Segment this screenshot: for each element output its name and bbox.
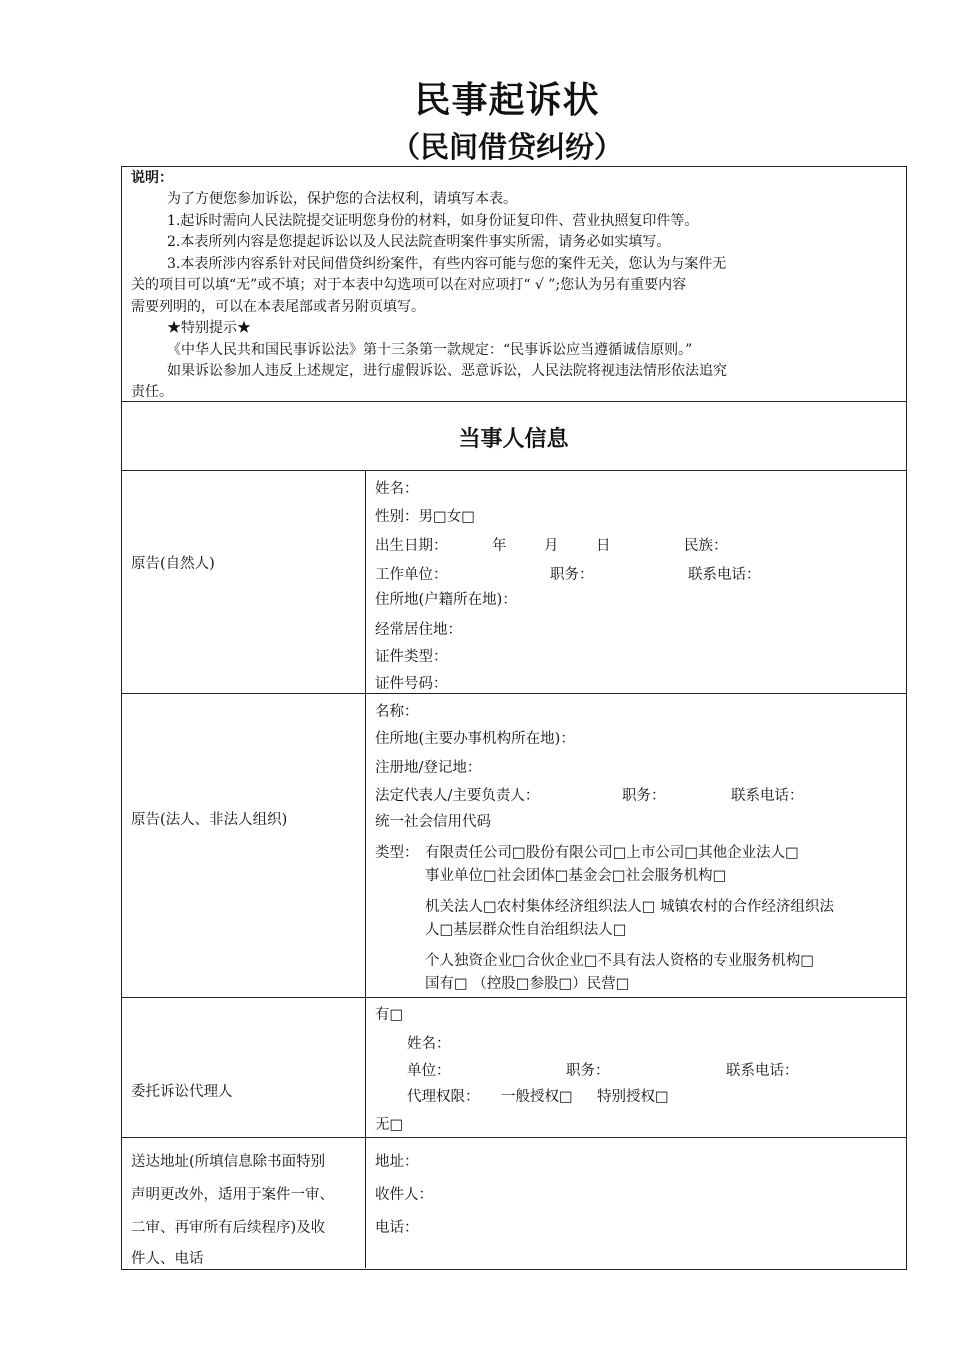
instruction-line: 《中华人民共和国民事诉讼法》第十三条第一款规定：“民事诉讼应当遵循诚信原则。”: [167, 342, 693, 358]
field-ethnicity[interactable]: 民族：: [684, 538, 728, 554]
page-subtitle: （民间借贷纠纷）: [390, 130, 623, 164]
general-authority-checkbox[interactable]: 一般授权□: [501, 1089, 573, 1105]
field-credit-code[interactable]: 统一社会信用代码: [375, 814, 491, 830]
field-domicile[interactable]: 住所地(户籍所在地)：: [375, 592, 517, 608]
column-divider: [365, 470, 366, 1268]
field-service-phone[interactable]: 电话：: [375, 1220, 419, 1236]
birth-month-label: 月: [544, 538, 559, 554]
field-service-address[interactable]: 地址：: [375, 1154, 419, 1170]
instruction-line: 1.起诉时需向人民法院提交证明您身份的材料，如身份证复印件、营业执照复印件等。: [167, 213, 699, 229]
divider-plaintiff-natural: [121, 693, 906, 694]
agent-authority-label: 代理权限：: [407, 1089, 480, 1105]
org-type-options[interactable]: 机关法人□农村集体经济组织法人□ 城镇农村的合作经济组织法: [425, 899, 835, 915]
instruction-line: 关的项目可以填“无”或不填；对于本表中勾选项可以在对应项打“ √ ”;您认为另有重要内容: [131, 277, 687, 293]
instruction-line: 需要列明的，可以在本表尾部或者另附页填写。: [131, 299, 425, 315]
instruction-line: 2.本表所列内容是您提起诉讼以及人民法院查明案件事实所需，请务必如实填写。: [167, 234, 671, 250]
divider-section-title: [121, 470, 906, 471]
field-id-type[interactable]: 证件类型：: [375, 649, 448, 665]
agent-label: 委托诉讼代理人: [131, 1084, 233, 1100]
agent-has-checkbox[interactable]: 有□: [375, 1007, 404, 1023]
org-type-options[interactable]: 事业单位□社会团体□基金会□社会服务机构□: [425, 868, 727, 884]
field-agent-position[interactable]: 职务：: [566, 1063, 610, 1079]
divider-plaintiff-org: [121, 997, 906, 998]
field-legal-rep[interactable]: 法定代表人/主要负责人：: [375, 788, 540, 804]
field-residence[interactable]: 经常居住地：: [375, 622, 462, 638]
field-recipient[interactable]: 收件人：: [375, 1187, 433, 1203]
instruction-line: 3.本表所涉内容系针对民间借贷纠纷案件，有些内容可能与您的案件无关，您认为与案件无: [167, 256, 727, 272]
divider-instructions: [121, 401, 906, 402]
instruction-line: 责任。: [131, 384, 173, 400]
field-gender[interactable]: 性别：男□女□: [375, 509, 475, 525]
field-phone[interactable]: 联系电话：: [688, 567, 761, 583]
field-id-number[interactable]: 证件号码：: [375, 676, 448, 692]
field-name[interactable]: 姓名：: [375, 481, 419, 497]
instructions-heading: 说明：: [131, 170, 173, 186]
special-authority-checkbox[interactable]: 特别授权□: [597, 1089, 669, 1105]
divider-agent: [121, 1137, 906, 1138]
service-label: 件人、电话: [131, 1251, 204, 1267]
agent-none-checkbox[interactable]: 无□: [375, 1117, 404, 1133]
birth-year-label: 年: [492, 538, 507, 554]
field-agent-unit[interactable]: 单位：: [407, 1063, 451, 1079]
org-ownership-options[interactable]: 国有□ （控股□参股□）民营□: [425, 976, 630, 992]
field-registration[interactable]: 注册地/登记地：: [375, 760, 482, 776]
special-notice-heading: ★特别提示★: [167, 320, 251, 336]
instruction-line: 为了方便您参加诉讼，保护您的合法权利，请填写本表。: [167, 191, 517, 207]
birth-day-label: 日: [596, 538, 611, 554]
org-type-options[interactable]: 个人独资企业□合伙企业□不具有法人资格的专业服务机构□: [425, 953, 815, 969]
page-title: 民事起诉状: [414, 79, 600, 121]
section-title-parties: 当事人信息: [458, 426, 569, 452]
org-type-options[interactable]: 人□基层群众性自治组织法人□: [425, 922, 627, 938]
org-type-options[interactable]: 有限责任公司□股份有限公司□上市公司□其他企业法人□: [425, 845, 799, 861]
field-agent-phone[interactable]: 联系电话：: [726, 1063, 799, 1079]
field-org-domicile[interactable]: 住所地(主要办事机构所在地)：: [375, 731, 575, 747]
service-label: 送达地址(所填信息除书面特别: [131, 1154, 326, 1170]
field-agent-name[interactable]: 姓名：: [407, 1036, 451, 1052]
field-position[interactable]: 职务：: [550, 567, 594, 583]
instruction-line: 如果诉讼参加人违反上述规定，进行虚假诉讼、恶意诉讼，人民法院将视违法情形依法追究: [167, 363, 727, 379]
field-org-name[interactable]: 名称：: [375, 704, 419, 720]
org-type-label: 类型：: [375, 845, 419, 861]
service-label: 声明更改外，适用于案件一审、: [131, 1187, 334, 1203]
plaintiff-org-label: 原告(法人、非法人组织): [131, 812, 288, 828]
field-org-phone[interactable]: 联系电话：: [731, 788, 804, 804]
field-birth-date[interactable]: 出生日期：: [375, 538, 448, 554]
plaintiff-natural-label: 原告(自然人): [131, 556, 215, 572]
service-label: 二审、再审所有后续程序)及收: [131, 1220, 326, 1236]
field-org-position[interactable]: 职务：: [622, 788, 666, 804]
field-employer[interactable]: 工作单位：: [375, 567, 448, 583]
